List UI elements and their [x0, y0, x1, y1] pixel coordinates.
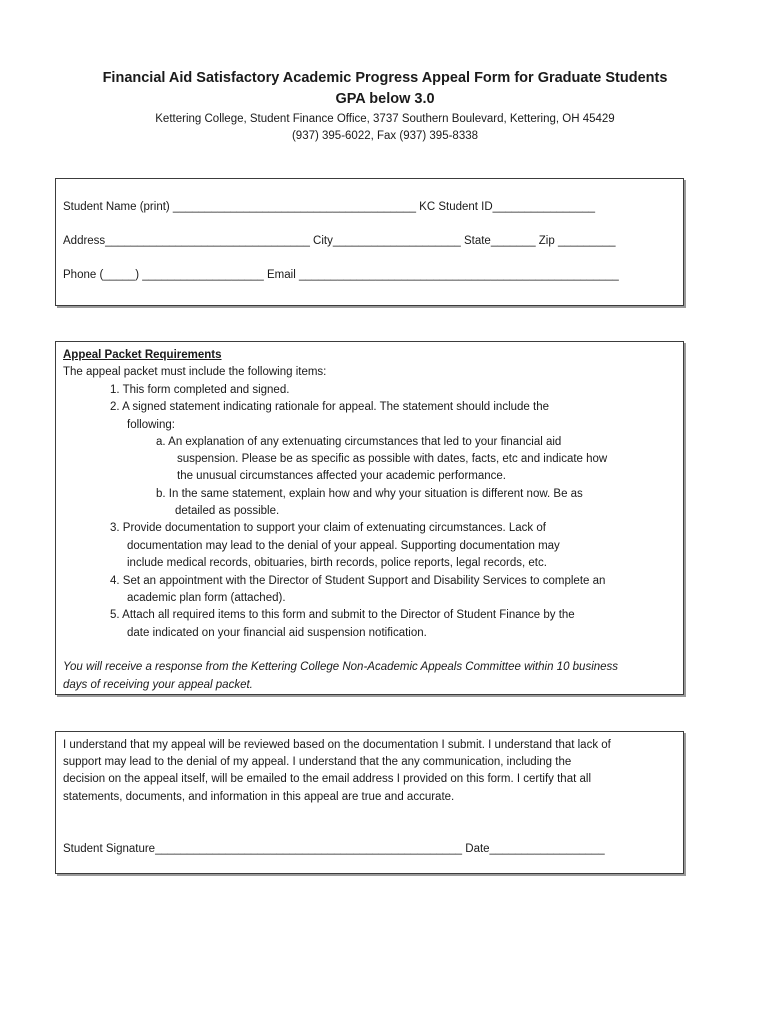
- address-line[interactable]: Address________________________________ City____________________ State_______ Zip _________: [63, 235, 616, 247]
- response-note: You will receive a response from the Kettering College Non-Academic Appeals Committee within 10 business: [63, 661, 619, 673]
- sub-list-item-cont: detailed as possible.: [175, 505, 280, 517]
- form-title: [0, 68, 770, 110]
- list-item: 2. A signed statement indicating rationale for appeal. The statement should include the: [110, 401, 549, 413]
- sub-list-item-cont: suspension. Please be as specific as possible with dates, facts, etc and indicate how: [177, 453, 608, 465]
- requirements-intro: The appeal packet must include the following items:: [63, 366, 327, 378]
- list-item: 4. Set an appointment with the Director of Student Support and Disability Services to complete an: [110, 575, 606, 587]
- response-note-cont: days of receiving your appeal packet.: [63, 679, 253, 691]
- office-phone-fax: (937) 395-6022, Fax (937) 395-8338: [291, 130, 479, 142]
- signature-date-line[interactable]: Student Signature________________________________________________ Date__________________: [63, 843, 605, 855]
- list-item-cont: documentation may lead to the denial of your appeal. Supporting documentation may: [127, 540, 560, 552]
- title-line-1: Financial Aid Satisfactory Academic Progress Appeal Form for Graduate Students: [102, 70, 668, 86]
- list-item: 1. This form completed and signed.: [110, 384, 290, 396]
- certification-text: statements, documents, and information in this appeal are true and accurate.: [63, 791, 455, 803]
- requirements-box: [55, 341, 684, 695]
- name-id-line[interactable]: Student Name (print) ______________________________________ KC Student ID________________: [63, 201, 596, 213]
- student-info-box: [55, 178, 684, 306]
- list-item: 3. Provide documentation to support your claim of extenuating circumstances. Lack of: [110, 522, 546, 534]
- office-address: Kettering College, Student Finance Office, 3737 Southern Boulevard, Kettering, OH 45429: [155, 113, 615, 125]
- certification-text: support may lead to the denial of my appeal. I understand that the any communication, including the: [63, 756, 572, 768]
- sub-list-item: b. In the same statement, explain how and why your situation is different now. Be as: [156, 488, 583, 500]
- sub-list-item: a. An explanation of any extenuating circumstances that led to your financial aid: [156, 436, 562, 448]
- certification-text: decision on the appeal itself, will be emailed to the email address I provided on this form. I certify that all: [63, 773, 591, 785]
- list-item-cont: following:: [127, 419, 175, 431]
- requirements-heading: Appeal Packet Requirements: [63, 349, 222, 361]
- office-contact: [0, 111, 770, 145]
- list-item-cont: date indicated on your financial aid suspension notification.: [127, 627, 427, 639]
- certification-box: [55, 731, 684, 874]
- list-item-cont: include medical records, obituaries, birth records, police reports, legal records, etc.: [127, 557, 547, 569]
- sub-list-item-cont: the unusual circumstances affected your academic performance.: [177, 470, 506, 482]
- certification-text: I understand that my appeal will be reviewed based on the documentation I submit. I understand that lack of: [63, 739, 611, 751]
- list-item: 5. Attach all required items to this form and submit to the Director of Student Finance by the: [110, 609, 575, 621]
- list-item-cont: academic plan form (attached).: [127, 592, 286, 604]
- phone-email-line[interactable]: Phone (_____) ___________________ Email __________________________________________________: [63, 269, 619, 281]
- title-line-2: GPA below 3.0: [335, 91, 435, 107]
